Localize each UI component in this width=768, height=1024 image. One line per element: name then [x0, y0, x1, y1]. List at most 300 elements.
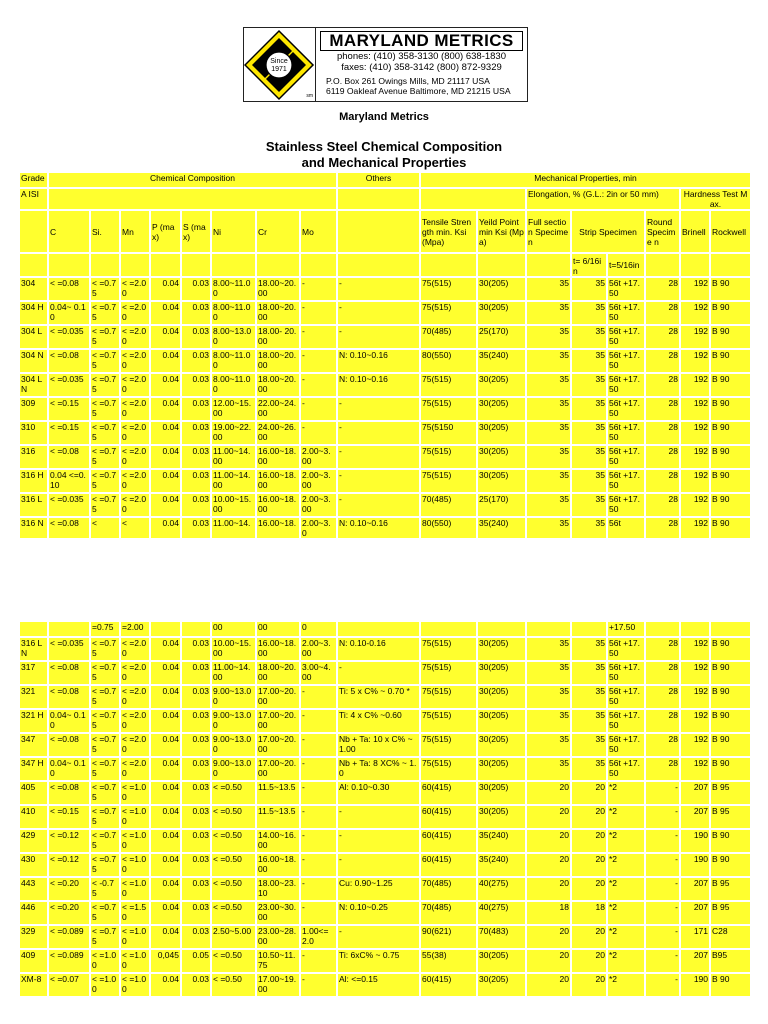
cell-yield: 30(205) — [478, 950, 525, 972]
cell-brinell: 207 — [681, 806, 709, 828]
cell-rockwell: B 90 — [711, 734, 750, 756]
cell-yield: 30(205) — [478, 470, 525, 492]
cell-ni: 00 — [212, 622, 255, 636]
cell-cr: 17.00~20.00 — [257, 710, 299, 732]
cell-rockwell: B 90 — [711, 494, 750, 516]
cell-c: < =0.12 — [49, 854, 89, 876]
cell-yield — [478, 622, 525, 636]
cell-p: 0.04 — [151, 662, 180, 684]
cell-p: 0.04 — [151, 494, 180, 516]
cell-yield: 35(240) — [478, 350, 525, 372]
cell-s: 0.03 — [182, 278, 210, 300]
cell-round: 28 — [646, 662, 679, 684]
cell-round: 28 — [646, 518, 679, 538]
header-strip-t1: t= 6/16in — [572, 254, 606, 276]
table-row-continued — [20, 622, 750, 636]
cell-grade: 304 L — [20, 326, 47, 348]
cell-grade: 316 N — [20, 518, 47, 538]
cell-mn: < =1.00 — [121, 830, 149, 852]
cell-ni: < =0.50 — [212, 806, 255, 828]
cell-strip-t1: 35 — [572, 470, 606, 492]
cell-mn: < =2.00 — [121, 350, 149, 372]
cell-ni: 11.00~14.00 — [212, 446, 255, 468]
cell-mo: - — [301, 278, 336, 300]
cell-s: 0.03 — [182, 830, 210, 852]
cell-c: < =0.08 — [49, 686, 89, 708]
cell-strip-t1: 35 — [572, 446, 606, 468]
table-body — [20, 622, 750, 996]
cell-ni: 10.00~15.00 — [212, 638, 255, 660]
cell-ni: 9.00~13.00 — [212, 710, 255, 732]
cell-s: 0.03 — [182, 854, 210, 876]
cell-rockwell: C28 — [711, 926, 750, 948]
cell-strip-t2: 56t +17.50 — [608, 398, 644, 420]
cell-yield: 30(205) — [478, 662, 525, 684]
company-logo — [244, 28, 316, 101]
cell-strip-t2: 56t +17.50 — [608, 422, 644, 444]
header-strip: Strip Specimen — [572, 211, 644, 252]
cell-brinell: 192 — [681, 398, 709, 420]
cell-p: 0.04 — [151, 926, 180, 948]
cell-cr: 17.00~20.00 — [257, 734, 299, 756]
cell-yield: 35(240) — [478, 518, 525, 538]
phones-line: phones: (410) 358-3130 (800) 638-1830 — [336, 51, 506, 62]
cell-tensile: 75(515) — [421, 710, 476, 732]
cell-ni: 11.00~14. — [212, 518, 255, 538]
cell-rockwell: B 95 — [711, 782, 750, 804]
cell-tensile: 75(515) — [421, 734, 476, 756]
cell-brinell: 192 — [681, 374, 709, 396]
cell-si: < -0.75 — [91, 878, 119, 900]
cell-full-section: 35 — [527, 302, 570, 324]
cell-tensile: 60(415) — [421, 806, 476, 828]
cell-s: 0.03 — [182, 758, 210, 780]
cell-si: < =0.75 — [91, 278, 119, 300]
cell-round: - — [646, 974, 679, 996]
cell-full-section: 20 — [527, 854, 570, 876]
cell-c: < =0.035 — [49, 638, 89, 660]
cell-yield: 30(205) — [478, 734, 525, 756]
cell-mo: - — [301, 974, 336, 996]
cell-brinell: 190 — [681, 830, 709, 852]
cell-s: 0.03 — [182, 422, 210, 444]
cell-tensile: 75(515) — [421, 398, 476, 420]
properties-table-2 — [18, 620, 752, 998]
header-grade: Grade — [20, 173, 47, 187]
cell-full-section: 35 — [527, 326, 570, 348]
cell-brinell: 192 — [681, 710, 709, 732]
cell-rockwell: B 90 — [711, 710, 750, 732]
cell-tensile: 75(515) — [421, 638, 476, 660]
cell-yield: 30(205) — [478, 974, 525, 996]
table-row — [20, 950, 750, 972]
cell-rockwell: B 90 — [711, 638, 750, 660]
cell-others: Nb + Ta: 10 x C% ~1.00 — [338, 734, 419, 756]
cell-mo: - — [301, 902, 336, 924]
cell-brinell: 192 — [681, 638, 709, 660]
cell-strip-t1: 35 — [572, 758, 606, 780]
cell-strip-t1: 35 — [572, 422, 606, 444]
cell-mn: < =1.00 — [121, 806, 149, 828]
cell-strip-t2: *2 — [608, 806, 644, 828]
cell-round: - — [646, 926, 679, 948]
cell-grade: 304 — [20, 278, 47, 300]
cell-mn: < =1.00 — [121, 782, 149, 804]
cell-p: 0.04 — [151, 350, 180, 372]
cell-si: < =0.75 — [91, 422, 119, 444]
cell-cr: 24.00~26.00 — [257, 422, 299, 444]
cell-mn: < =2.00 — [121, 326, 149, 348]
cell-s: 0.03 — [182, 926, 210, 948]
cell-tensile: 75(515) — [421, 278, 476, 300]
cell-rockwell: B 90 — [711, 278, 750, 300]
header-blank — [338, 189, 419, 209]
table-row — [20, 422, 750, 444]
cell-rockwell — [711, 622, 750, 636]
cell-full-section: 35 — [527, 422, 570, 444]
table-body — [20, 278, 750, 538]
table-row — [20, 662, 750, 684]
header-brinell: Brinell — [681, 211, 709, 252]
cell-grade: 321 H — [20, 710, 47, 732]
cell-c: < =0.08 — [49, 662, 89, 684]
cell-strip-t1: 35 — [572, 278, 606, 300]
cell-s: 0.03 — [182, 638, 210, 660]
cell-full-section: 20 — [527, 878, 570, 900]
cell-round: - — [646, 902, 679, 924]
cell-si: < =0.75 — [91, 854, 119, 876]
cell-ni: < =0.50 — [212, 782, 255, 804]
header-yield: Yeild Point min Ksi (Mpa) — [478, 211, 525, 252]
cell-tensile: 75(515) — [421, 446, 476, 468]
cell-si: < =1.00 — [91, 974, 119, 996]
cell-strip-t2: 56t +17.50 — [608, 350, 644, 372]
cell-others: N: 0.10~0.16 — [338, 350, 419, 372]
cell-s: 0.03 — [182, 350, 210, 372]
cell-others: - — [338, 422, 419, 444]
cell-round: 28 — [646, 638, 679, 660]
cell-others: - — [338, 278, 419, 300]
cell-round: - — [646, 806, 679, 828]
cell-cr: 16.00~18. — [257, 518, 299, 538]
page-subtitle: Maryland Metrics — [339, 111, 429, 123]
cell-si: < =0.75 — [91, 638, 119, 660]
cell-strip-t1: 35 — [572, 518, 606, 538]
cell-rockwell: B 95 — [711, 878, 750, 900]
cell-ni: 8.00~11.00 — [212, 374, 255, 396]
cell-ni: 19.00~22.00 — [212, 422, 255, 444]
cell-rockwell: B95 — [711, 950, 750, 972]
page-title — [0, 139, 768, 171]
cell-full-section: 20 — [527, 950, 570, 972]
cell-yield: 30(205) — [478, 686, 525, 708]
cell-strip-t1: 35 — [572, 374, 606, 396]
cell-grade: 321 — [20, 686, 47, 708]
cell-rockwell: B 90 — [711, 302, 750, 324]
header-elongation: Elongation, % (G.L.: 2in or 50 mm) — [527, 189, 679, 209]
cell-mo: - — [301, 350, 336, 372]
cell-round: 28 — [646, 686, 679, 708]
cell-yield: 40(275) — [478, 902, 525, 924]
cell-tensile: 70(485) — [421, 326, 476, 348]
cell-p: 0.04 — [151, 470, 180, 492]
cell-others: Ti: 6xC% ~ 0.75 — [338, 950, 419, 972]
cell-mn: < =2.00 — [121, 662, 149, 684]
table-row — [20, 470, 750, 492]
cell-mo: 3.00~4.00 — [301, 662, 336, 684]
cell-full-section: 35 — [527, 398, 570, 420]
cell-s: 0.05 — [182, 950, 210, 972]
cell-c: < =0.15 — [49, 806, 89, 828]
cell-yield: 30(205) — [478, 374, 525, 396]
cell-tensile: 60(415) — [421, 974, 476, 996]
cell-p: 0.04 — [151, 638, 180, 660]
cell-round: 28 — [646, 734, 679, 756]
cell-ni: 10.00~15.00 — [212, 494, 255, 516]
cell-full-section: 35 — [527, 734, 570, 756]
cell-strip-t2: +17.50 — [608, 622, 644, 636]
cell-full-section: 35 — [527, 662, 570, 684]
cell-rockwell: B 90 — [711, 422, 750, 444]
cell-p: 0.04 — [151, 686, 180, 708]
cell-rockwell: B 90 — [711, 350, 750, 372]
cell-grade — [20, 622, 47, 636]
cell-full-section: 35 — [527, 686, 570, 708]
cell-strip-t2: 56t +17.50 — [608, 470, 644, 492]
cell-s: 0.03 — [182, 902, 210, 924]
cell-cr: 10.50~11.75 — [257, 950, 299, 972]
cell-strip-t1: 35 — [572, 710, 606, 732]
table-row — [20, 878, 750, 900]
cell-tensile: 75(515) — [421, 470, 476, 492]
cell-others: Al: 0.10~0.30 — [338, 782, 419, 804]
cell-si: < =0.75 — [91, 326, 119, 348]
table-row — [20, 638, 750, 660]
cell-p — [151, 622, 180, 636]
cell-p: 0,045 — [151, 950, 180, 972]
cell-mn: < =1.00 — [121, 854, 149, 876]
cell-round: 28 — [646, 278, 679, 300]
logo-mark: sm — [306, 93, 313, 99]
cell-cr: 23.00~28.00 — [257, 926, 299, 948]
cell-s: 0.03 — [182, 878, 210, 900]
cell-s: 0.03 — [182, 734, 210, 756]
cell-si: < =0.75 — [91, 470, 119, 492]
cell-p: 0.04 — [151, 518, 180, 538]
cell-round: - — [646, 830, 679, 852]
cell-rockwell: B 90 — [711, 398, 750, 420]
cell-strip-t2: *2 — [608, 926, 644, 948]
header-s: S (max) — [182, 211, 210, 252]
cell-strip-t1: 35 — [572, 398, 606, 420]
cell-yield: 35(240) — [478, 854, 525, 876]
cell-grade: 430 — [20, 854, 47, 876]
cell-s: 0.03 — [182, 494, 210, 516]
cell-tensile: 75(515) — [421, 374, 476, 396]
cell-mn: < — [121, 518, 149, 538]
cell-strip-t2: 56t +17.50 — [608, 734, 644, 756]
cell-si: < =0.75 — [91, 782, 119, 804]
cell-others: - — [338, 326, 419, 348]
cell-others: - — [338, 830, 419, 852]
cell-round: 28 — [646, 758, 679, 780]
cell-c: < =0.08 — [49, 278, 89, 300]
cell-rockwell: B 90 — [711, 326, 750, 348]
table-row — [20, 758, 750, 780]
cell-tensile: 80(550) — [421, 350, 476, 372]
cell-strip-t1: 35 — [572, 734, 606, 756]
cell-ni: 11.00~14.00 — [212, 470, 255, 492]
logo-year-text: 1971 — [271, 66, 287, 73]
faxes-line: faxes: (410) 358-3142 (800) 872-9329 — [341, 62, 502, 73]
cell-mn: < =2.00 — [121, 686, 149, 708]
cell-strip-t2: 56t +17.50 — [608, 710, 644, 732]
cell-c: 0.04~ 0.10 — [49, 302, 89, 324]
cell-mo: 2.00~3.00 — [301, 446, 336, 468]
cell-c: < =0.089 — [49, 926, 89, 948]
cell-cr: 16.00~18.00 — [257, 854, 299, 876]
header-mechanical: Mechanical Properties, min — [421, 173, 750, 187]
cell-yield: 30(205) — [478, 278, 525, 300]
cell-si: < =0.75 — [91, 710, 119, 732]
cell-grade: 310 — [20, 422, 47, 444]
cell-ni: 8.00~13.00 — [212, 326, 255, 348]
cell-round: 28 — [646, 470, 679, 492]
cell-others: - — [338, 494, 419, 516]
cell-others: Al: <=0.15 — [338, 974, 419, 996]
cell-brinell: 190 — [681, 974, 709, 996]
cell-tensile: 55(38) — [421, 950, 476, 972]
cell-full-section: 35 — [527, 758, 570, 780]
cell-si: < =0.75 — [91, 902, 119, 924]
cell-s: 0.03 — [182, 662, 210, 684]
cell-strip-t2: *2 — [608, 950, 644, 972]
cell-grade: 316 L — [20, 494, 47, 516]
logo-since-text: Since — [270, 58, 288, 65]
cell-cr: 17.00~20.00 — [257, 758, 299, 780]
cell-strip-t1: 20 — [572, 806, 606, 828]
cell-mo: - — [301, 398, 336, 420]
cell-brinell: 207 — [681, 902, 709, 924]
cell-rockwell: B 90 — [711, 830, 750, 852]
cell-tensile: 60(415) — [421, 854, 476, 876]
cell-s: 0.03 — [182, 470, 210, 492]
title-line-2: and Mechanical Properties — [301, 155, 467, 170]
header-blank — [338, 211, 419, 252]
cell-round: 28 — [646, 374, 679, 396]
cell-c: < =0.089 — [49, 950, 89, 972]
cell-yield: 30(205) — [478, 446, 525, 468]
cell-round: - — [646, 782, 679, 804]
table-row — [20, 926, 750, 948]
cell-grade: 304 N — [20, 350, 47, 372]
cell-strip-t1: 35 — [572, 686, 606, 708]
cell-ni: 8.00~11.00 — [212, 350, 255, 372]
cell-strip-t2: 56t +17.50 — [608, 662, 644, 684]
cell-cr: 14.00~16.00 — [257, 830, 299, 852]
cell-grade: 316 H — [20, 470, 47, 492]
cell-yield: 30(205) — [478, 398, 525, 420]
cell-si: < =0.75 — [91, 446, 119, 468]
cell-p: 0.04 — [151, 302, 180, 324]
cell-c: < =0.035 — [49, 374, 89, 396]
cell-grade: 410 — [20, 806, 47, 828]
cell-mn: < =2.00 — [121, 446, 149, 468]
cell-mo: 2.00~3.00 — [301, 638, 336, 660]
cell-mn: =2.00 — [121, 622, 149, 636]
cell-yield: 70(483) — [478, 926, 525, 948]
cell-strip-t2: *2 — [608, 974, 644, 996]
cell-p: 0.04 — [151, 278, 180, 300]
header-full-section: Full section Specime n — [527, 211, 570, 252]
company-name: MARYLAND METRICS — [320, 31, 523, 51]
cell-c: < =0.07 — [49, 974, 89, 996]
cell-cr: 18.00~20.00 — [257, 278, 299, 300]
cell-others: Ti: 4 x C% ~0.60 — [338, 710, 419, 732]
cell-cr: 18.00~20.00 — [257, 350, 299, 372]
cell-mn: < =2.00 — [121, 710, 149, 732]
table-row — [20, 302, 750, 324]
cell-cr: 23.00~30.00 — [257, 902, 299, 924]
cell-cr: 17.00~20.00 — [257, 686, 299, 708]
cell-mo: - — [301, 758, 336, 780]
cell-mn: < =2.00 — [121, 398, 149, 420]
cell-mo: - — [301, 422, 336, 444]
cell-full-section: 20 — [527, 782, 570, 804]
cell-mn: < =2.00 — [121, 302, 149, 324]
cell-p: 0.04 — [151, 854, 180, 876]
cell-strip-t2: 56t +17.50 — [608, 494, 644, 516]
cell-full-section: 20 — [527, 974, 570, 996]
cell-cr: 16.00~18.00 — [257, 470, 299, 492]
table-row — [20, 446, 750, 468]
cell-yield: 40(275) — [478, 878, 525, 900]
contact-block — [316, 28, 527, 101]
cell-si: < — [91, 518, 119, 538]
table-row — [20, 518, 750, 538]
cell-rockwell: B 90 — [711, 518, 750, 538]
cell-ni: 9.00~13.00 — [212, 734, 255, 756]
cell-strip-t2: *2 — [608, 902, 644, 924]
cell-ni: 9.00~13.00 — [212, 758, 255, 780]
table-row — [20, 374, 750, 396]
cell-strip-t1: 20 — [572, 974, 606, 996]
cell-strip-t2: 56t +17.50 — [608, 446, 644, 468]
cell-tensile: 75(515) — [421, 662, 476, 684]
cell-p: 0.04 — [151, 710, 180, 732]
cell-mo: - — [301, 782, 336, 804]
cell-mo: - — [301, 854, 336, 876]
cell-s — [182, 622, 210, 636]
cell-c: < =0.08 — [49, 446, 89, 468]
cell-cr: 00 — [257, 622, 299, 636]
cell-cr: 18.00~20.00 — [257, 302, 299, 324]
table-row — [20, 830, 750, 852]
cell-c: 0.04~ 0.10 — [49, 758, 89, 780]
cell-strip-t2: 56t +17.50 — [608, 686, 644, 708]
cell-grade: 304 LN — [20, 374, 47, 396]
cell-rockwell: B 90 — [711, 974, 750, 996]
cell-brinell: 207 — [681, 782, 709, 804]
cell-others: - — [338, 398, 419, 420]
header-round: Round Specime n — [646, 211, 679, 252]
cell-round: 28 — [646, 494, 679, 516]
cell-yield: 25(170) — [478, 326, 525, 348]
cell-round: 28 — [646, 302, 679, 324]
cell-strip-t1: 35 — [572, 326, 606, 348]
cell-full-section: 35 — [527, 374, 570, 396]
cell-brinell: 171 — [681, 926, 709, 948]
